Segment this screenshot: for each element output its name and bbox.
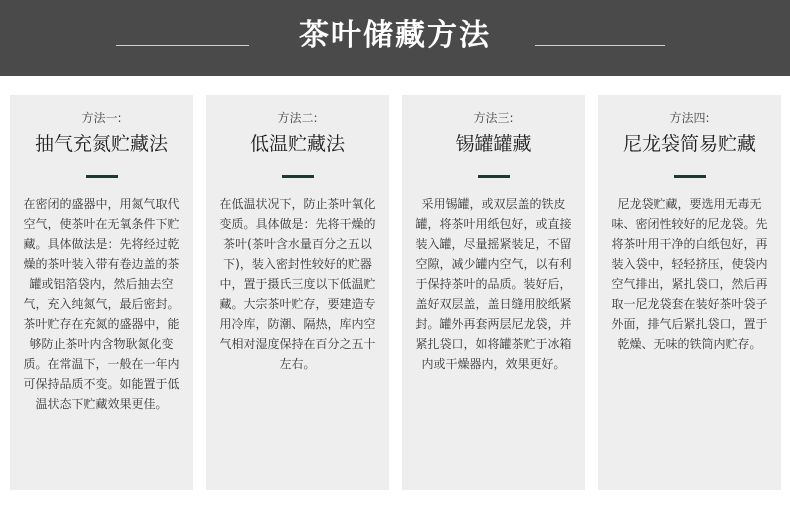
method-card-4: [598, 95, 781, 490]
method-accent-bar: [86, 175, 118, 178]
header-banner: [0, 0, 790, 76]
method-number: 方法一:: [81, 111, 122, 125]
method-card-2: [206, 95, 389, 490]
method-accent-bar: [282, 175, 314, 178]
page-title: 茶叶储藏方法: [299, 18, 491, 53]
method-title: 锡罐罐藏: [455, 133, 532, 155]
method-description: 采用锡罐，或双层盖的铁皮罐，将茶叶用纸包好，或直接装入罐，尽量摇紧装足，不留空隙，减少罐内空气，以有利于保持茶叶的品质。装好后，盖好双层盖，盖日缝用胶纸紧封。罐外再套两层尼龙袋，并紧扎袋口，如将罐茶贮于冰箱内或干燥器内，效果更好。: [415, 197, 572, 371]
method-title: 尼龙袋简易贮藏: [622, 133, 756, 155]
method-accent-bar: [674, 175, 706, 178]
method-number: 方法二:: [277, 111, 318, 125]
method-number: 方法三:: [473, 111, 514, 125]
method-title: 抽气充氮贮藏法: [34, 133, 168, 155]
method-accent-bar: [478, 175, 510, 178]
method-description: 在密闭的盛器中，用氮气取代空气，使茶叶在无氧条件下贮藏。具体做法是：先将经过乾燥的茶叶装入带有卷边盖的茶罐或铝箔袋内，然后抽去空气，充入纯氮气，最后密封。茶叶贮存在充氮的盛器中，能够防止茶叶内含物耿氮化变质。在常温下，一般在一年内可保持品质不变。如能置于低温状态下贮藏效果更佳。: [23, 197, 180, 411]
method-card-3: [402, 95, 585, 490]
header-divider-right: [535, 45, 665, 46]
method-number: 方法四:: [669, 111, 710, 125]
method-card-1: [10, 95, 193, 490]
method-description: 在低温状况下，防止茶叶氧化变质。具体做是：先将干燥的茶叶(茶叶含水量百分之五以下)，装入密封性较好的贮器中，置于摄氏三度以下低温贮藏。大宗茶叶贮存，要建造专用冷库，防潮、隔热，库内空气相对湿度保持在百分之五十左右。: [219, 197, 376, 371]
method-description: 尼龙袋贮藏，要选用无毒无味、密闭性较好的尼龙袋。先将茶叶用干净的白纸包好，再装入袋中，轻轻挤压，使袋内空气排出，紧扎袋口，然后再取一尼龙袋套在装好茶叶袋子外面，排气后紧扎袋口，置于乾燥、无味的铁筒内贮存。: [611, 197, 768, 351]
method-title: 低温贮藏法: [249, 133, 345, 155]
